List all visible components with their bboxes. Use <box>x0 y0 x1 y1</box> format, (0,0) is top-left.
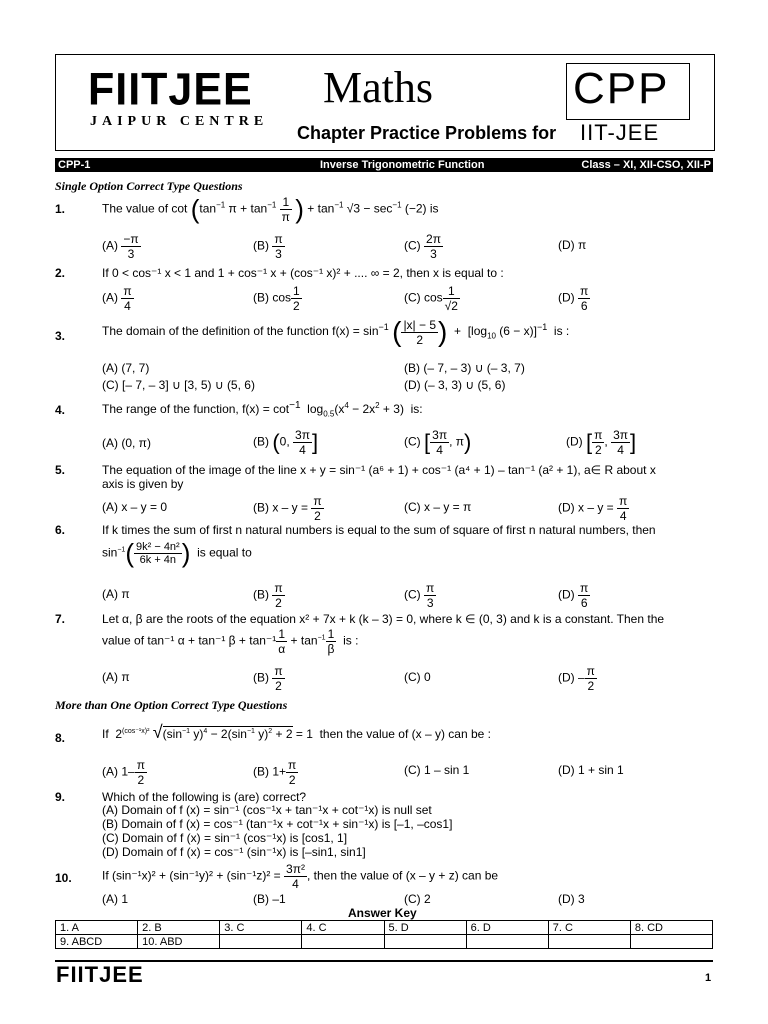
q9-option-d[interactable]: (D) Domain of f (x) = cos⁻¹ (sin⁻¹x) is [–sin1, sin1] <box>102 845 366 859</box>
q10-text: If (sin⁻¹x)² + (sin⁻¹y)² + (sin⁻¹z)² = $\frac{\text{3π²}}{4}$ , then the value of (x – y + z) can be <box>102 862 499 891</box>
q9-option-c[interactable]: (C) Domain of f (x) = sin⁻¹ (cos⁻¹x) is [cos1, 1] <box>102 831 348 845</box>
q7-text-line1: Let α, β are the roots of the equation x² + 7x + k (k – 3) = 0, where k ∈ (0, 3) and k is a constant. Then the <box>102 612 665 626</box>
subject-title: Maths <box>323 63 433 112</box>
answer-key-table <box>55 920 713 949</box>
q6-text-line2: $\sin^{-1}$( $\frac{\text{9k² − 4n²}}{6k + 4n}$ ) is equal to <box>102 538 252 568</box>
q7-option-d[interactable]: (D) – $\frac{\pi}{2}$ <box>558 664 595 693</box>
centre-name: JAIPUR CENTRE <box>90 114 269 129</box>
footer-logo: FIITJEE <box>56 962 144 987</box>
answer-cell: 9. ABCD <box>56 935 138 949</box>
q3-option-d[interactable]: (D) (– 3, 3) ∪ (5, 6) <box>404 378 506 392</box>
q10-option-a[interactable]: (A) 1 <box>102 892 129 906</box>
q9-text: Which of the following is (are) correct? <box>102 790 307 804</box>
q4-number: 4. <box>55 403 66 417</box>
section-single: Single Option Correct Type Questions <box>55 179 243 193</box>
answer-cell <box>466 935 548 949</box>
q5-option-d[interactable]: (D) x – y = $\frac{\pi}{4}$ <box>558 494 628 523</box>
q7-option-a[interactable]: (A) π <box>102 670 130 684</box>
answer-key-title: Answer Key <box>348 906 417 920</box>
q2-number: 2. <box>55 266 66 280</box>
q5-text-line1: The equation of the image of the line x + y = sin⁻¹ (a⁶ + 1) + cos⁻¹ (a⁴ + 1) – tan⁻¹ (a² + 1), a∈ R about x <box>102 463 656 477</box>
answer-cell: 4. C <box>302 921 384 935</box>
q6-option-b[interactable]: (B) $\frac{\pi}{2}$ <box>253 581 283 610</box>
q8-text: If $2^{(cos^{-1}x)^2}$ $√(\sin^{-1}$ $y)^4 - 2(\sin^{-1}$ y)$^2$ + 2 = 1 then the value of (x – y) can be : <box>102 722 491 742</box>
answer-cell <box>630 935 712 949</box>
q1-option-a[interactable]: (A) $\frac{-\pi}{3}$ <box>102 232 139 261</box>
answer-cell <box>302 935 384 949</box>
q3-text: The domain of the definition of the function $f(x) = \sin^{-1}$ ( $\frac{|x| - 5}{2}$ ) + [$\log_{10}$ (6 − x)]$^{-1}$ is : <box>102 316 570 347</box>
q7-option-c[interactable]: (C) 0 <box>404 670 431 684</box>
answer-cell: 3. C <box>220 921 302 935</box>
q8-number: 8. <box>55 731 66 745</box>
q10-number: 10. <box>55 871 72 885</box>
q2-option-d[interactable]: (D) $\frac{\pi}{6}$ <box>558 284 589 313</box>
answer-cell: 10. ABD <box>138 935 220 949</box>
answer-cell: 5. D <box>384 921 466 935</box>
answer-cell <box>384 935 466 949</box>
table-row <box>56 921 713 935</box>
fiitjee-logo: FIITJEE <box>88 64 253 116</box>
q10-option-d[interactable]: (D) 3 <box>558 892 585 906</box>
answer-cell: 1. A <box>56 921 138 935</box>
q1-text: The value of $\cot (\tan^{-1}$ $\pi + \tan^{-1}$ $\frac{1}{\pi}$ ) + $\tan^{-1} √3 - \sec^{-1} (-2)$ is <box>102 194 439 224</box>
q7-number: 7. <box>55 612 66 626</box>
answer-cell: 2. B <box>138 921 220 935</box>
q9-option-a[interactable]: (A) Domain of f (x) = sin⁻¹ (cos⁻¹x + tan⁻¹x + cot⁻¹x) is null set <box>102 803 432 817</box>
q8-option-c[interactable]: (C) 1 – sin 1 <box>404 763 470 777</box>
chapter-bar <box>55 158 713 172</box>
answer-cell <box>548 935 630 949</box>
q7-option-b[interactable]: (B) $\frac{\pi}{2}$ <box>253 664 283 693</box>
q10-option-b[interactable]: (B) –1 <box>253 892 286 906</box>
cpp-number: CPP-1 <box>58 159 91 171</box>
q2-text: If 0 < cos⁻¹ x < 1 and 1 + cos⁻¹ x + (cos⁻¹ x)² + .... ∞ = 2, then x is equal to : <box>102 266 504 280</box>
q6-option-c[interactable]: (C) $\frac{\pi}{3}$ <box>404 581 435 610</box>
q5-number: 5. <box>55 463 66 477</box>
q6-option-d[interactable]: (D) $\frac{\pi}{6}$ <box>558 581 589 610</box>
section-multi: More than One Option Correct Type Questions <box>55 698 288 712</box>
q6-option-a[interactable]: (A) π <box>102 587 130 601</box>
chapter-name: Inverse Trigonometric Function <box>320 159 485 171</box>
q1-option-c[interactable]: (C) $\frac{2\pi}{3}$ <box>404 232 441 261</box>
q8-option-a[interactable]: (A) 1– $\frac{\pi}{2}$ <box>102 758 145 787</box>
q6-text-line1: If k times the sum of first n natural numbers is equal to the sum of square of first n natural numbers, then <box>102 523 656 537</box>
q3-number: 3. <box>55 329 66 343</box>
q1-option-b[interactable]: (B) $\frac{\pi}{3}$ <box>253 232 283 261</box>
q8-option-b[interactable]: (B) 1+ $\frac{\pi}{2}$ <box>253 758 297 787</box>
footer-rule <box>55 960 713 962</box>
q2-option-a[interactable]: (A) $\frac{\pi}{4}$ <box>102 284 132 313</box>
cpp-description: Chapter Practice Problems for <box>297 123 557 143</box>
q9-number: 9. <box>55 790 66 804</box>
q7-text-line2: value of tan⁻¹ α + tan⁻¹ β + tan⁻¹ $\frac{1}{\alpha}$ + $\tan^{-1}$ $\frac{1}{\beta}$ is : <box>102 627 359 656</box>
q5-text-line2: axis is given by <box>102 477 184 491</box>
q4-option-d[interactable]: (D) [ $\frac{\pi}{2}$ , $\frac{3\pi}{4}$ ] <box>566 428 637 457</box>
q5-option-c[interactable]: (C) x – y = π <box>404 500 472 514</box>
q5-option-a[interactable]: (A) x – y = 0 <box>102 500 168 514</box>
table-row <box>56 935 713 949</box>
q1-number: 1. <box>55 202 66 216</box>
q3-option-a[interactable]: (A) (7, 7) <box>102 361 150 375</box>
cpp-label: CPP <box>573 64 670 113</box>
q3-option-b[interactable]: (B) (– 7, – 3) ∪ (– 3, 7) <box>404 361 525 375</box>
class-info: Class – XI, XII-CSO, XII-P <box>581 159 711 171</box>
q4-option-a[interactable]: (A) (0, π) <box>102 436 151 450</box>
answer-cell: 8. CD <box>630 921 712 935</box>
answer-cell: 6. D <box>466 921 548 935</box>
page-number: 1 <box>705 972 712 984</box>
exam-name: IIT-JEE <box>580 120 660 145</box>
answer-cell: 7. C <box>548 921 630 935</box>
q2-option-b[interactable]: (B) cos $\frac{1}{2}$ <box>253 284 300 313</box>
q5-option-b[interactable]: (B) x – y = $\frac{\pi}{2}$ <box>253 494 322 523</box>
q8-option-d[interactable]: (D) 1 + sin 1 <box>558 763 624 777</box>
q1-option-d[interactable]: (D) π <box>558 238 587 252</box>
q4-option-c[interactable]: (C) [ $\frac{3\pi}{4}$ , π) <box>404 428 472 457</box>
q10-option-c[interactable]: (C) 2 <box>404 892 431 906</box>
q3-option-c[interactable]: (C) [– 7, – 3] ∪ [3, 5) ∪ (5, 6) <box>102 378 255 392</box>
q9-option-b[interactable]: (B) Domain of f (x) = cos⁻¹ (tan⁻¹x + cot⁻¹x + sin⁻¹x) is [–1, –cos1] <box>102 817 453 831</box>
q4-option-b[interactable]: (B) (0, $\frac{3\pi}{4}$ ] <box>253 428 319 457</box>
q4-text: The range of the function, $f(x) = \cot^{-1} \log_{0.5}(x^4 - 2x^2 + 3)$ is: <box>102 400 423 419</box>
q2-option-c[interactable]: (C) cos $\frac{1}{√2}$ <box>404 284 458 313</box>
answer-cell <box>220 935 302 949</box>
q6-number: 6. <box>55 523 66 537</box>
